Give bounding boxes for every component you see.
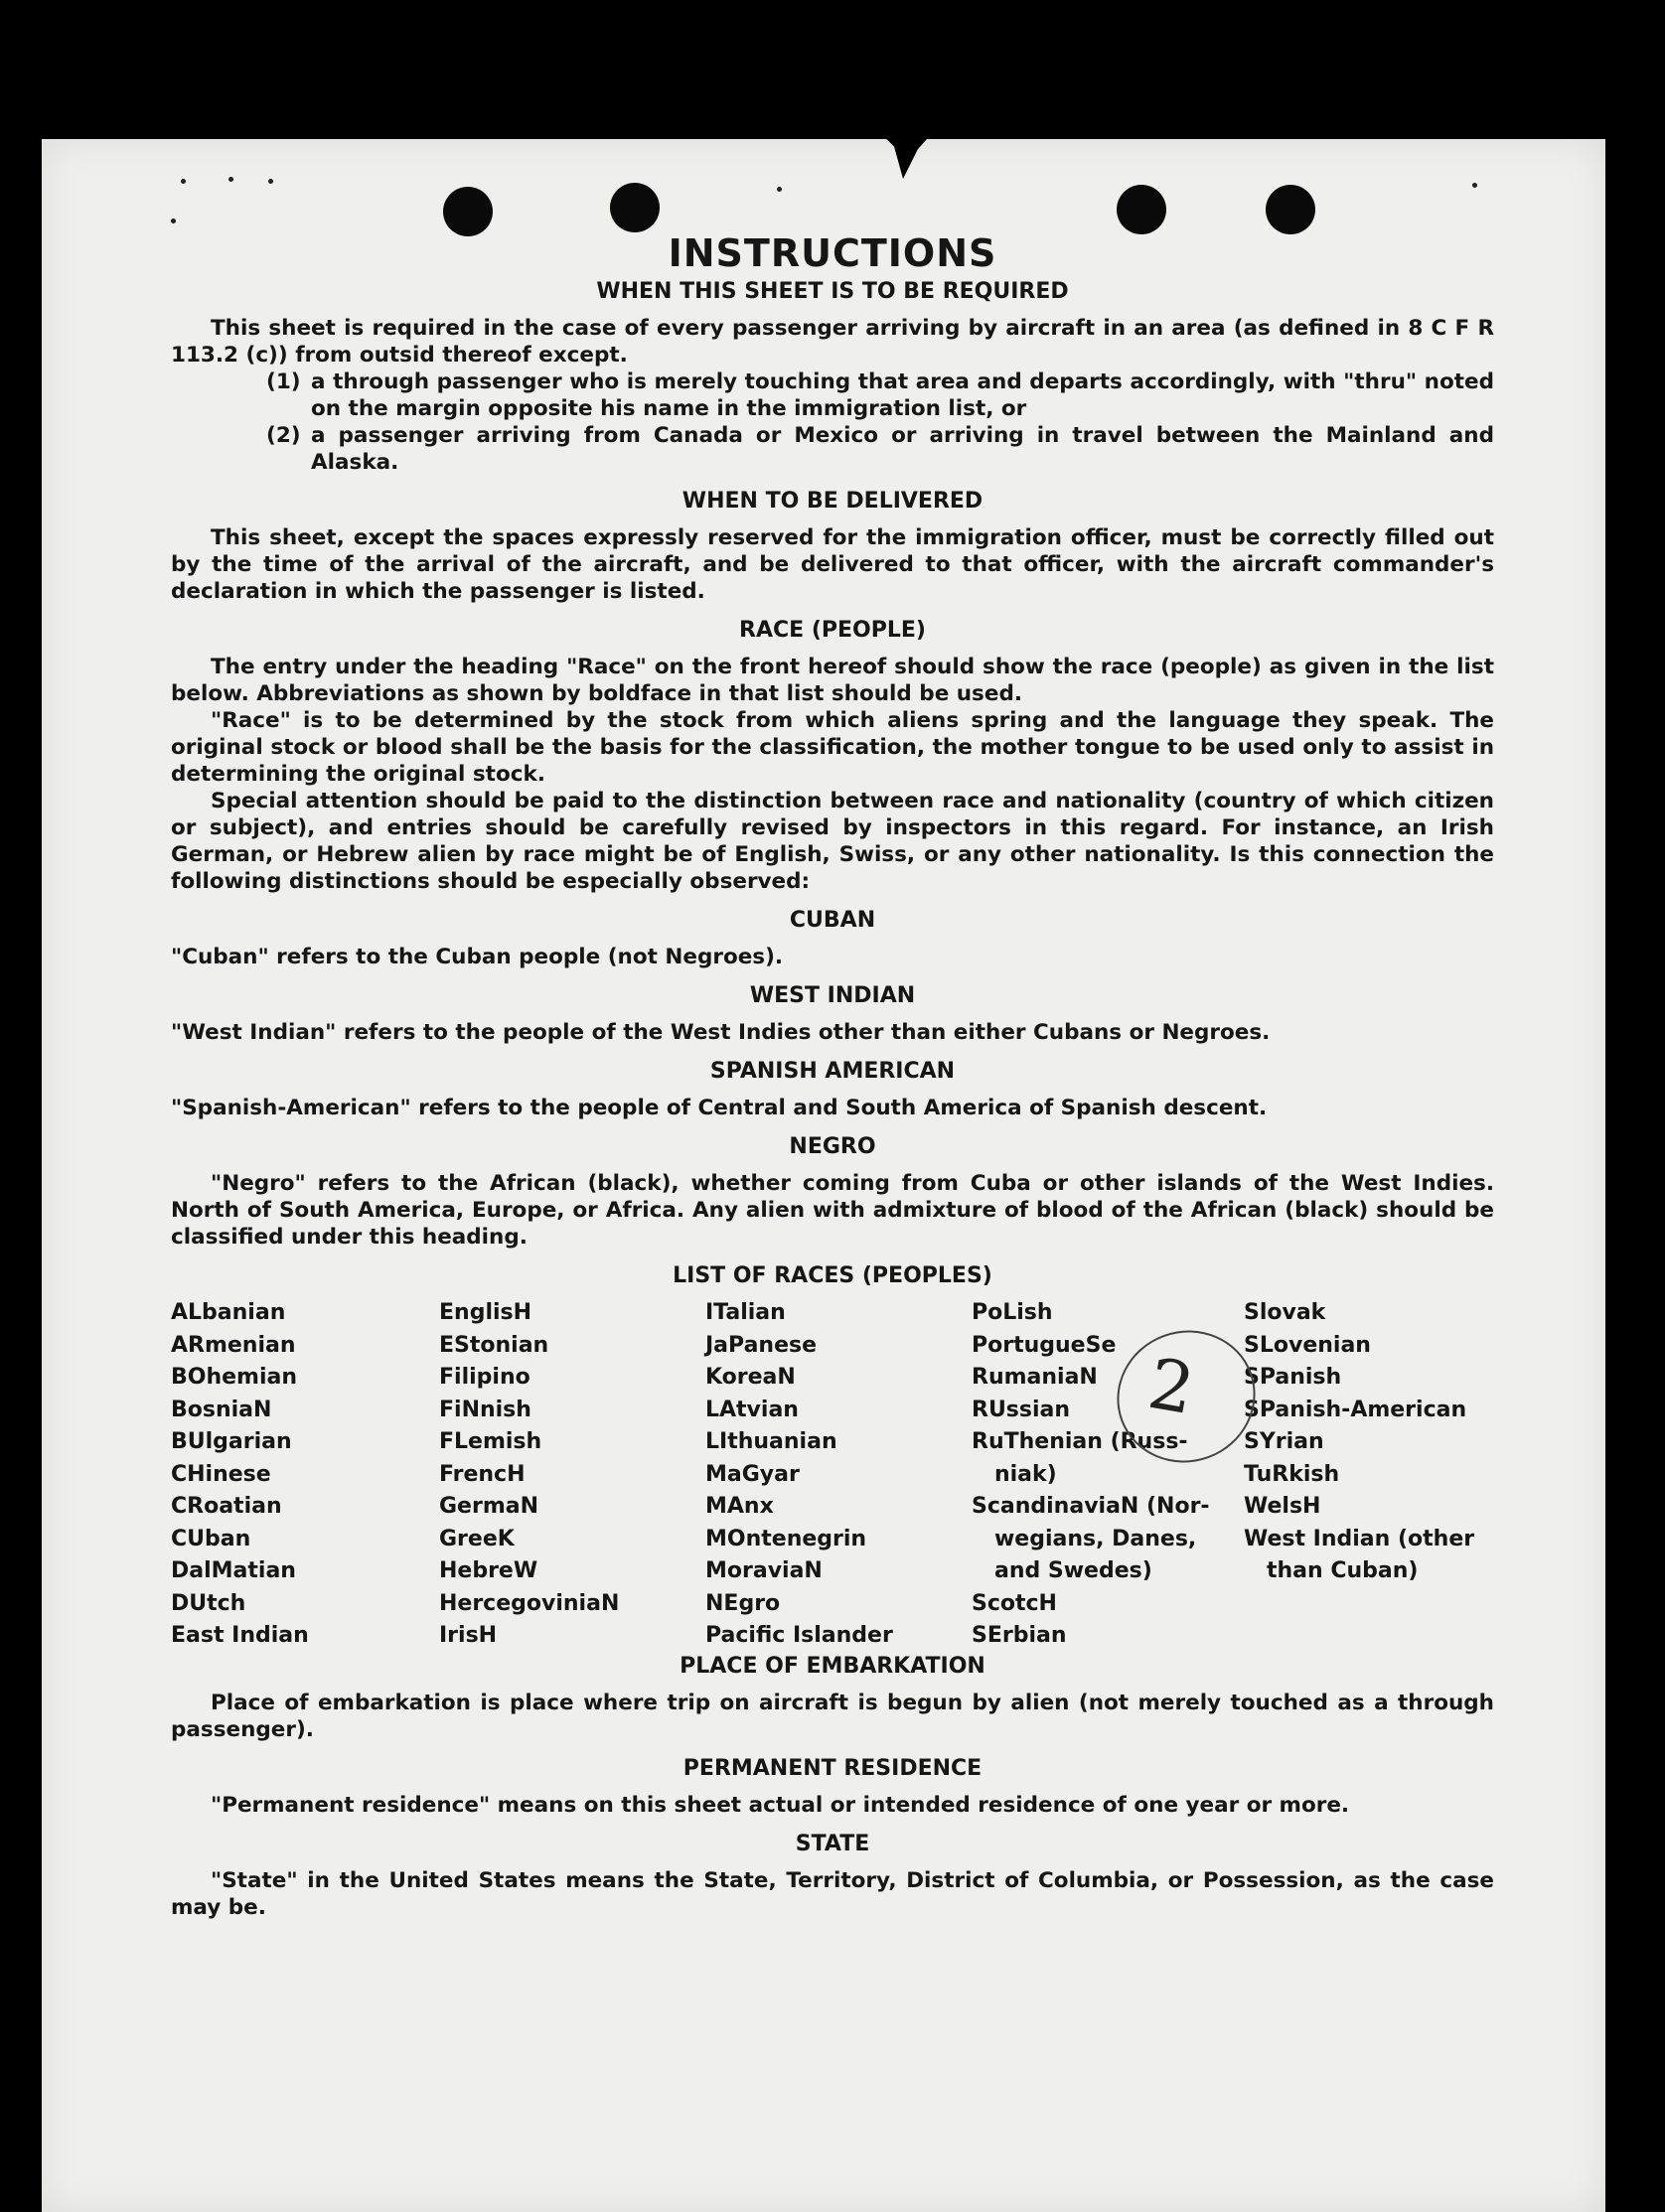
heading-spanish-american: SPANISH AMERICAN <box>709 1059 956 1084</box>
heading-residence: PERMANENT RESIDENCE <box>682 1756 983 1781</box>
race-entry: BosniaN <box>171 1397 272 1422</box>
heading-list-of-races: LIST OF RACES (PEOPLES) <box>673 1263 992 1288</box>
race-entry: TuRkish <box>1244 1461 1340 1487</box>
race-entry: Filipino <box>439 1365 530 1390</box>
heading-delivered: WHEN TO BE DELIVERED <box>681 489 984 514</box>
race-entry: JaPanese <box>705 1332 818 1358</box>
race-entry: MOntenegrin <box>705 1526 867 1551</box>
page-title: INSTRUCTIONS <box>668 231 997 275</box>
cuban-text: "Cuban" refers to the Cuban people (not Negroes). <box>171 945 784 969</box>
race-entry: HercegoviniaN <box>439 1590 620 1616</box>
speck <box>777 187 782 192</box>
race-paragraph: The entry under the heading "Race" on the front hereof should show the race (people) as given in the list below. Abbreviations as shown by boldface in that list should be used. <box>171 655 1494 706</box>
race-entry: BUlgarian <box>171 1429 292 1454</box>
race-entry: SPanish-American <box>1244 1397 1467 1422</box>
list-item <box>266 422 1494 476</box>
heading-negro: NEGRO <box>789 1134 876 1159</box>
race-entry: ARmenian <box>171 1332 296 1358</box>
residence-text: "Permanent residence" means on this sheet actual or intended residence of one year or more. <box>211 1793 1350 1818</box>
race-entry: MaGyar <box>705 1461 800 1487</box>
race-entry: RuThenian (Russ- <box>972 1429 1188 1454</box>
delivered-text: This sheet, except the spaces expressly reserved for the immigration officer, must be correctly filled out by the time of the arrival of the aircraft, and be delivered to that officer, with the aircraft commander's declaration in which the passenger is listed. <box>171 525 1494 604</box>
heading-required: WHEN THIS SHEET IS TO BE REQUIRED <box>596 279 1069 304</box>
race-entry: niak) <box>972 1461 1057 1487</box>
race-entry: ITalian <box>705 1300 786 1325</box>
race-entry: PortugueSe <box>972 1332 1117 1358</box>
race-entry: SPanish <box>1244 1365 1342 1390</box>
race-entry: CRoatian <box>171 1494 282 1519</box>
negro-text: "Negro" refers to the African (black), whether coming from Cuba or other islands of the West Indies. North of South America, Europe, or Africa. Any alien with admixture of blood of the African (black) should be classified under this heading. <box>171 1171 1494 1250</box>
race-entry: CUban <box>171 1526 251 1551</box>
document-page <box>42 139 1605 2212</box>
race-entry: DalMatian <box>171 1558 296 1583</box>
race-entry: GreeK <box>439 1526 515 1551</box>
race-entry: ScandinaviaN (Nor- <box>972 1494 1210 1519</box>
races-list <box>171 1299 1494 1649</box>
race-entry: CHinese <box>171 1461 271 1487</box>
race-entry: NEgro <box>705 1590 781 1616</box>
race-paragraph: Special attention should be paid to the distinction between race and nationality (country of which citizen or subject), and entries should be carefully revised by inspectors in this regard. For instance, an Irish German, or Hebrew alien by race might be of English, Swiss, or any other nationality. Is this connection the following distinctions should be especially observed: <box>171 789 1494 894</box>
item-text: a passenger arriving from Canada or Mexico or arriving in travel between the Mainland and Alaska. <box>311 423 1494 475</box>
race-entry: BOhemian <box>171 1365 298 1390</box>
race-entry: ScotcH <box>972 1590 1057 1616</box>
race-entry: FiNnish <box>439 1397 531 1422</box>
race-entry: PoLish <box>972 1300 1053 1325</box>
race-entry: than Cuban) <box>1244 1558 1419 1583</box>
race-entry: West Indian (other <box>1244 1526 1475 1551</box>
race-entry: EnglisH <box>439 1300 532 1325</box>
punch-hole <box>1117 185 1166 234</box>
punch-hole <box>1266 185 1315 234</box>
race-entry: SErbian <box>972 1623 1067 1648</box>
punch-hole <box>443 187 493 236</box>
instructions-content <box>171 230 1494 1921</box>
heading-state: STATE <box>795 1832 870 1856</box>
race-entry: FrencH <box>439 1461 526 1487</box>
race-entry: MoraviaN <box>705 1558 823 1583</box>
race-entry: Pacific Islander <box>705 1623 893 1648</box>
item-number: (2) <box>266 423 301 448</box>
race-entry: SYrian <box>1244 1429 1324 1454</box>
race-entry: IrisH <box>439 1623 498 1648</box>
race-entry: and Swedes) <box>972 1558 1152 1583</box>
race-entry: East Indian <box>171 1623 309 1648</box>
embarkation-text: Place of embarkation is place where trip on aircraft is begun by alien (not merely touched as a through passenger). <box>171 1691 1494 1742</box>
race-entry: FLemish <box>439 1429 542 1454</box>
race-entry: RUssian <box>972 1397 1071 1422</box>
race-entry: GermaN <box>439 1494 539 1519</box>
west-indian-text: "West Indian" refers to the people of the West Indies other than either Cubans or Negroes. <box>171 1020 1271 1045</box>
race-entry: DUtch <box>171 1590 246 1616</box>
speck <box>181 179 186 184</box>
race-entry: RumaniaN <box>972 1365 1098 1390</box>
race-entry: LIthuanian <box>705 1429 837 1454</box>
item-number: (1) <box>266 369 301 394</box>
speck <box>268 179 273 184</box>
state-text: "State" in the United States means the State, Territory, District of Columbia, or Possession, as the case may be. <box>171 1868 1494 1920</box>
race-entry: LAtvian <box>705 1397 799 1422</box>
speck <box>228 177 233 182</box>
race-entry: EStonian <box>439 1332 549 1358</box>
punch-hole <box>610 183 660 232</box>
race-entry <box>1244 1590 1494 1617</box>
torn-edge <box>876 129 936 179</box>
race-entry <box>1244 1622 1494 1649</box>
race-entry: Slovak <box>1244 1300 1326 1325</box>
heading-race: RACE (PEOPLE) <box>739 618 926 643</box>
race-entry: SLovenian <box>1244 1332 1371 1358</box>
list-item <box>266 369 1494 422</box>
speck <box>171 219 176 223</box>
spanish-american-text: "Spanish-American" refers to the people of Central and South America of Spanish descent. <box>171 1096 1268 1120</box>
race-paragraph: "Race" is to be determined by the stock from which aliens spring and the language they speak. The original stock or blood shall be the basis for the classification, the mother tongue to be used only to assist in determining the original stock. <box>171 708 1494 787</box>
heading-west-indian: WEST INDIAN <box>749 983 916 1008</box>
required-intro: This sheet is required in the case of every passenger arriving by aircraft in an area (as defined in 8 C F R 113.2 (c)) from outsid thereof except. <box>171 316 1494 368</box>
heading-cuban: CUBAN <box>789 908 876 933</box>
race-entry: MAnx <box>705 1494 774 1519</box>
heading-embarkation: PLACE OF EMBARKATION <box>680 1654 985 1679</box>
race-entry: WelsH <box>1244 1494 1321 1519</box>
race-entry: KoreaN <box>705 1365 796 1390</box>
race-entry: wegians, Danes, <box>972 1526 1197 1551</box>
speck <box>1472 183 1477 188</box>
item-text: a through passenger who is merely touching that area and departs accordingly, with "thru" noted on the margin opposite his name in the immigration list, or <box>311 369 1494 421</box>
handwritten-mark: 2 <box>1142 1342 1201 1431</box>
race-entry: ALbanian <box>171 1300 286 1325</box>
race-entry: HebreW <box>439 1558 538 1583</box>
